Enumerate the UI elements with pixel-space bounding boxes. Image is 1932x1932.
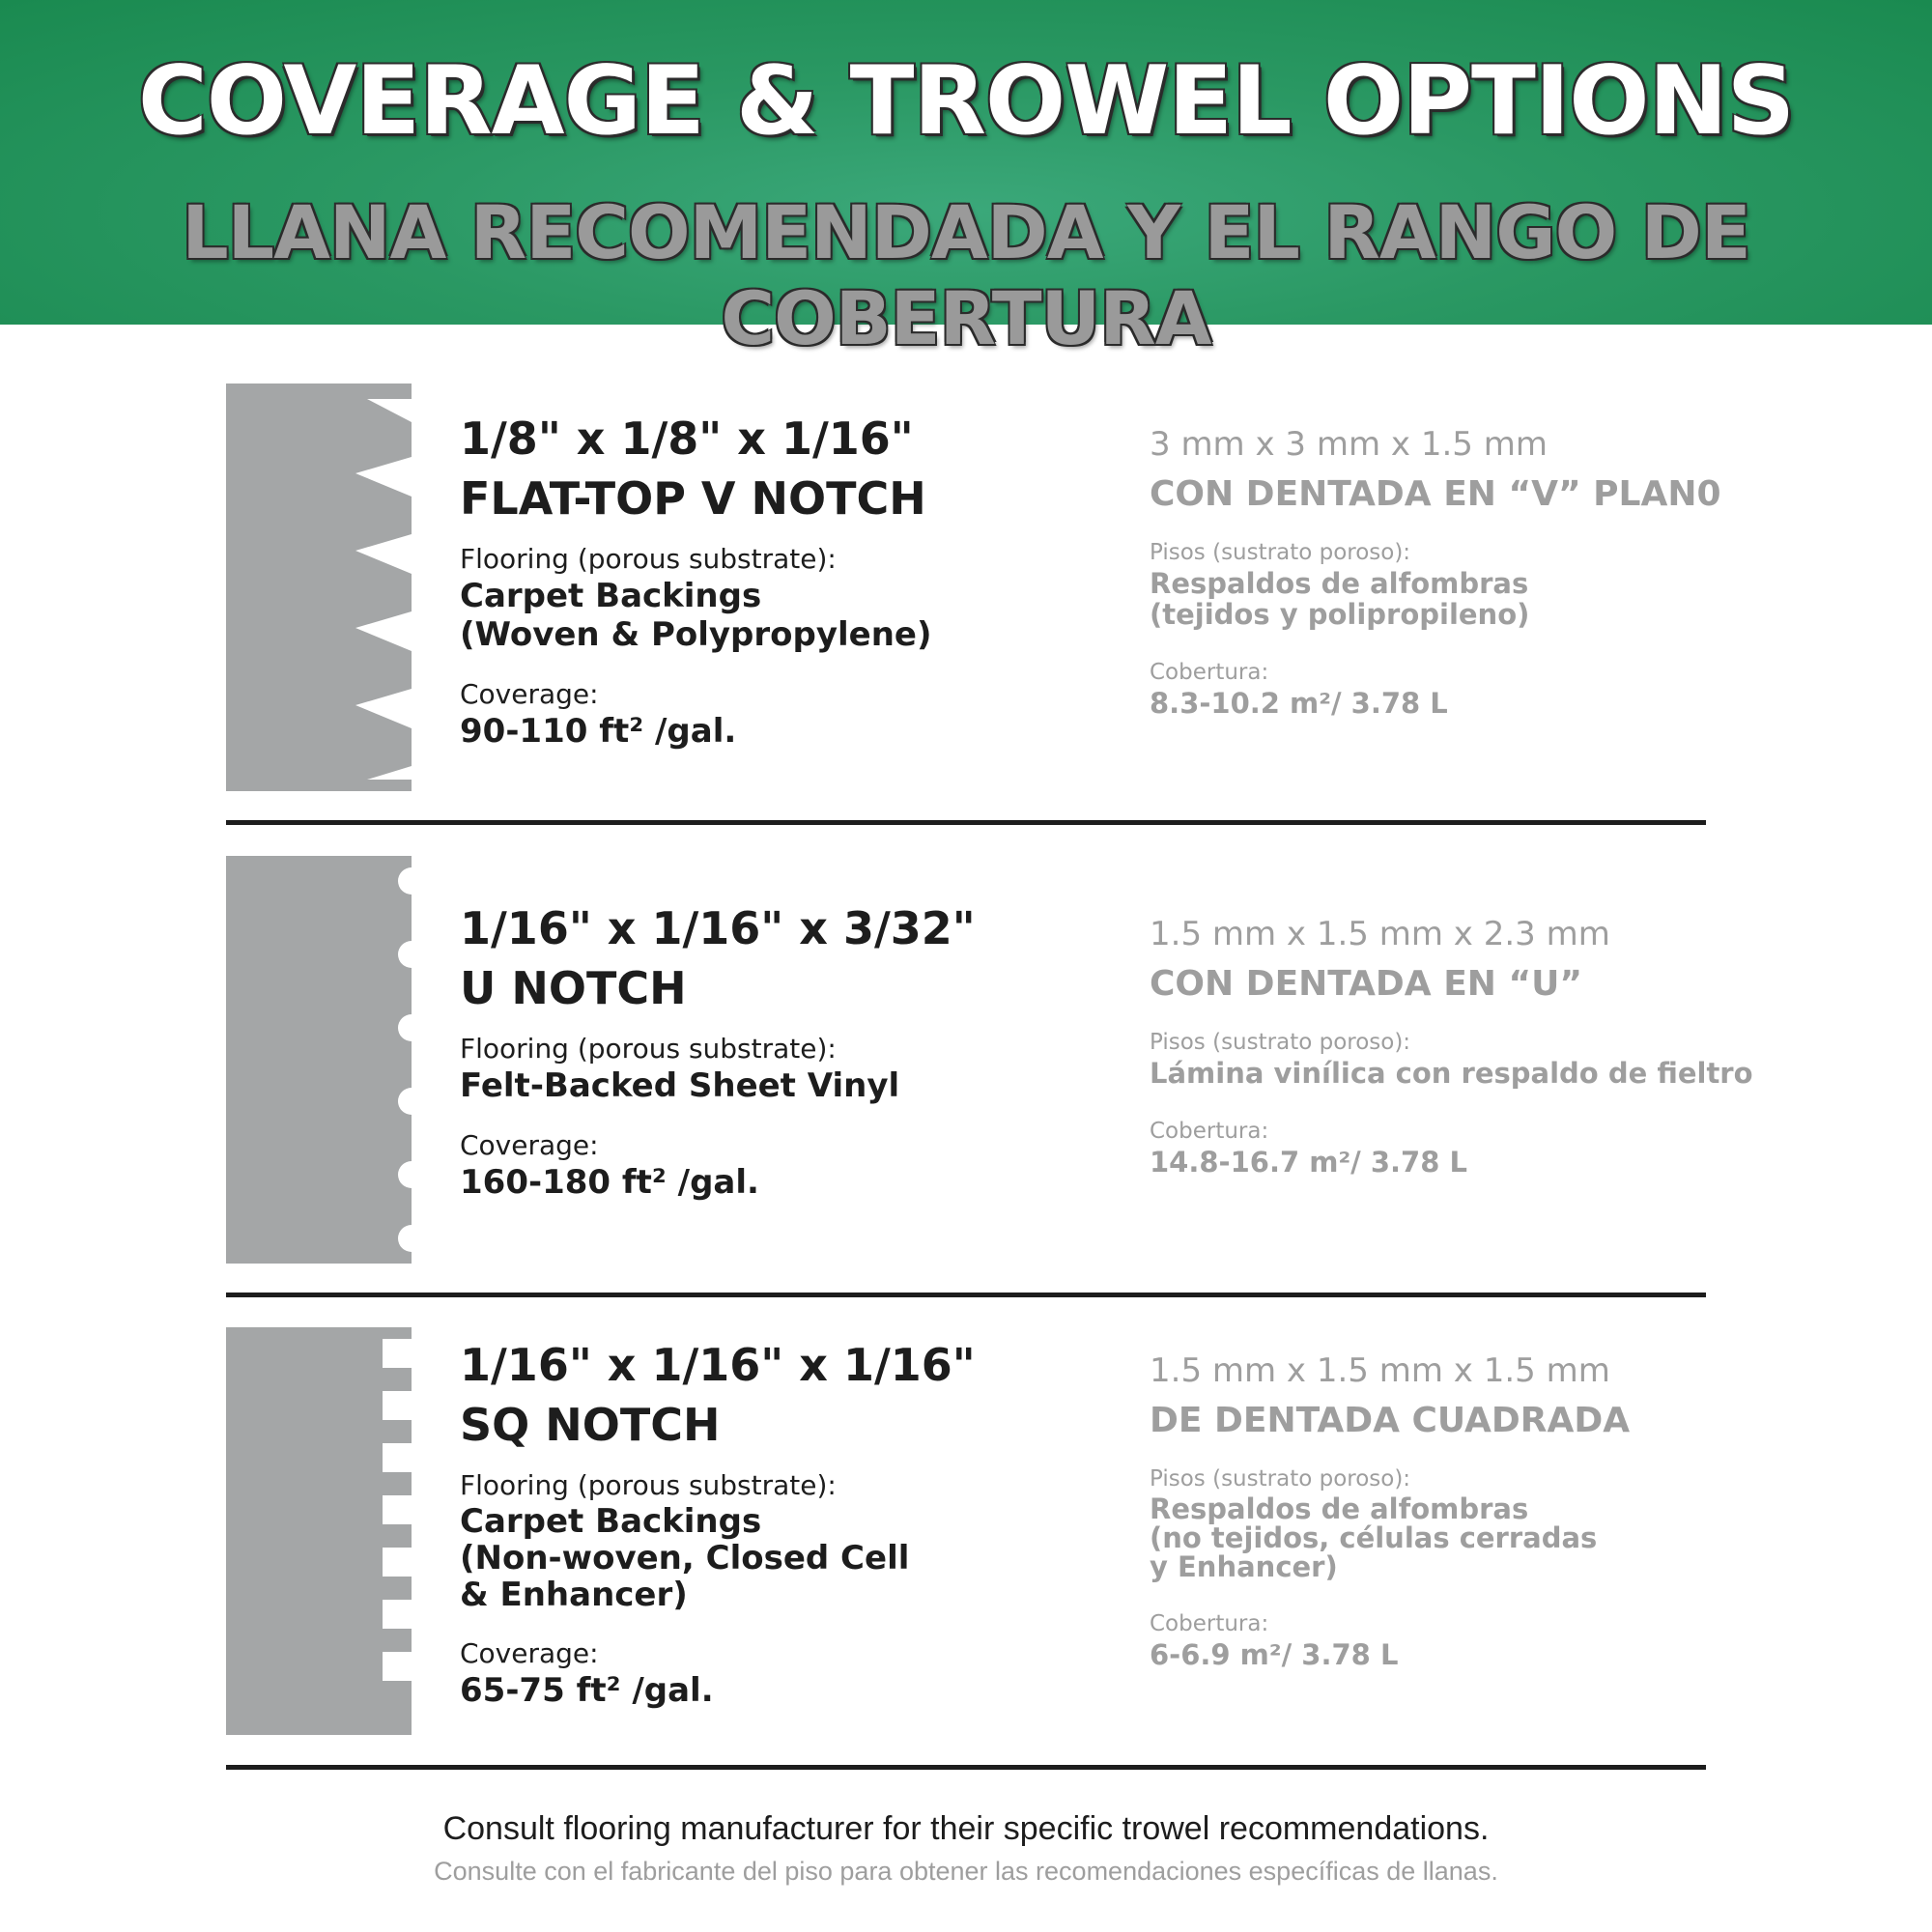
flooring-value: Felt-Backed Sheet Vinyl	[460, 1066, 900, 1105]
section-divider	[226, 1765, 1706, 1770]
trowel-name-es: DE DENTADA CUADRADA	[1150, 1401, 1631, 1440]
header-banner	[0, 0, 1932, 361]
footer-note: Consult flooring manufacturer for their specific trowel recommendations.	[442, 1810, 1490, 1847]
coverage-label-es: Cobertura:	[1150, 1611, 1269, 1636]
page-title: COVERAGE & TROWEL OPTIONS	[137, 46, 1795, 156]
section-divider	[226, 1293, 1706, 1297]
flat-top-v-notch-trowel-icon	[226, 384, 412, 791]
trowel-name: SQ NOTCH	[460, 1399, 721, 1451]
trowel-name: U NOTCH	[460, 962, 687, 1014]
u-notch-trowel-icon	[226, 856, 412, 1264]
trowel-details-es	[1150, 909, 1753, 1178]
trowel-name: FLAT-TOP V NOTCH	[460, 472, 926, 525]
flooring-label-es: Pisos (sustrato poroso):	[1150, 1466, 1411, 1492]
page-subtitle: LLANA RECOMENDADA Y EL RANGO DE COBERTURA	[182, 189, 1750, 361]
trowel-details-es	[1150, 1346, 1630, 1670]
section-divider	[226, 820, 1706, 825]
coverage-value: 160-180 ft² /gal.	[460, 1163, 759, 1202]
coverage-value-es: 8.3-10.2 m²/ 3.78 L	[1150, 687, 1448, 720]
trowel-details-en	[460, 898, 976, 1202]
flooring-value-es: Lámina vinílica con respaldo de fieltro	[1150, 1057, 1753, 1090]
footer-note-es: Consulte con el fabricante del piso para obtener las recomendaciones específicas de llanas.	[434, 1857, 1498, 1886]
coverage-label: Coverage:	[460, 1637, 599, 1669]
trowel-dimensions-es: 1.5 mm x 1.5 mm x 2.3 mm	[1150, 915, 1610, 953]
trowel-details-en	[460, 1335, 976, 1710]
coverage-label-es: Cobertura:	[1150, 660, 1269, 685]
coverage-label-es: Cobertura:	[1150, 1119, 1269, 1144]
flooring-value: Carpet Backings (Woven & Polypropylene)	[460, 577, 932, 654]
trowel-dimensions: 1/8" x 1/8" x 1/16"	[460, 412, 914, 465]
coverage-label: Coverage:	[460, 1129, 599, 1161]
flooring-label: Flooring (porous substrate):	[460, 1033, 837, 1065]
flooring-label: Flooring (porous substrate):	[460, 1469, 837, 1501]
coverage-value-es: 14.8-16.7 m²/ 3.78 L	[1150, 1146, 1467, 1179]
trowel-details-es	[1150, 419, 1721, 719]
trowel-name-es: CON DENTADA EN “U”	[1150, 964, 1582, 1004]
trowel-name-es: CON DENTADA EN “V” PLAN0	[1150, 474, 1721, 514]
flooring-value: Carpet Backings (Non-woven, Closed Cell & Enhancer)	[460, 1502, 910, 1614]
square-notch-trowel-icon	[226, 1327, 412, 1735]
trowel-details-en	[460, 409, 932, 751]
trowel-dimensions-es: 3 mm x 3 mm x 1.5 mm	[1150, 425, 1548, 464]
coverage-value: 65-75 ft² /gal.	[460, 1671, 714, 1710]
trowel-dimensions-es: 1.5 mm x 1.5 mm x 1.5 mm	[1150, 1351, 1610, 1390]
trowel-dimensions: 1/16" x 1/16" x 3/32"	[460, 902, 976, 954]
flooring-label: Flooring (porous substrate):	[460, 543, 837, 575]
coverage-label: Coverage:	[460, 678, 599, 710]
flooring-value-es: Respaldos de alfombras (tejidos y polipropileno)	[1150, 567, 1530, 631]
coverage-value: 90-110 ft² /gal.	[460, 712, 737, 751]
flooring-label-es: Pisos (sustrato poroso):	[1150, 1030, 1411, 1055]
trowel-dimensions: 1/16" x 1/16" x 1/16"	[460, 1339, 976, 1391]
flooring-value-es: Respaldos de alfombras (no tejidos, células cerradas y Enhancer)	[1150, 1492, 1598, 1583]
flooring-label-es: Pisos (sustrato poroso):	[1150, 540, 1411, 565]
coverage-value-es: 6-6.9 m²/ 3.78 L	[1150, 1638, 1399, 1671]
